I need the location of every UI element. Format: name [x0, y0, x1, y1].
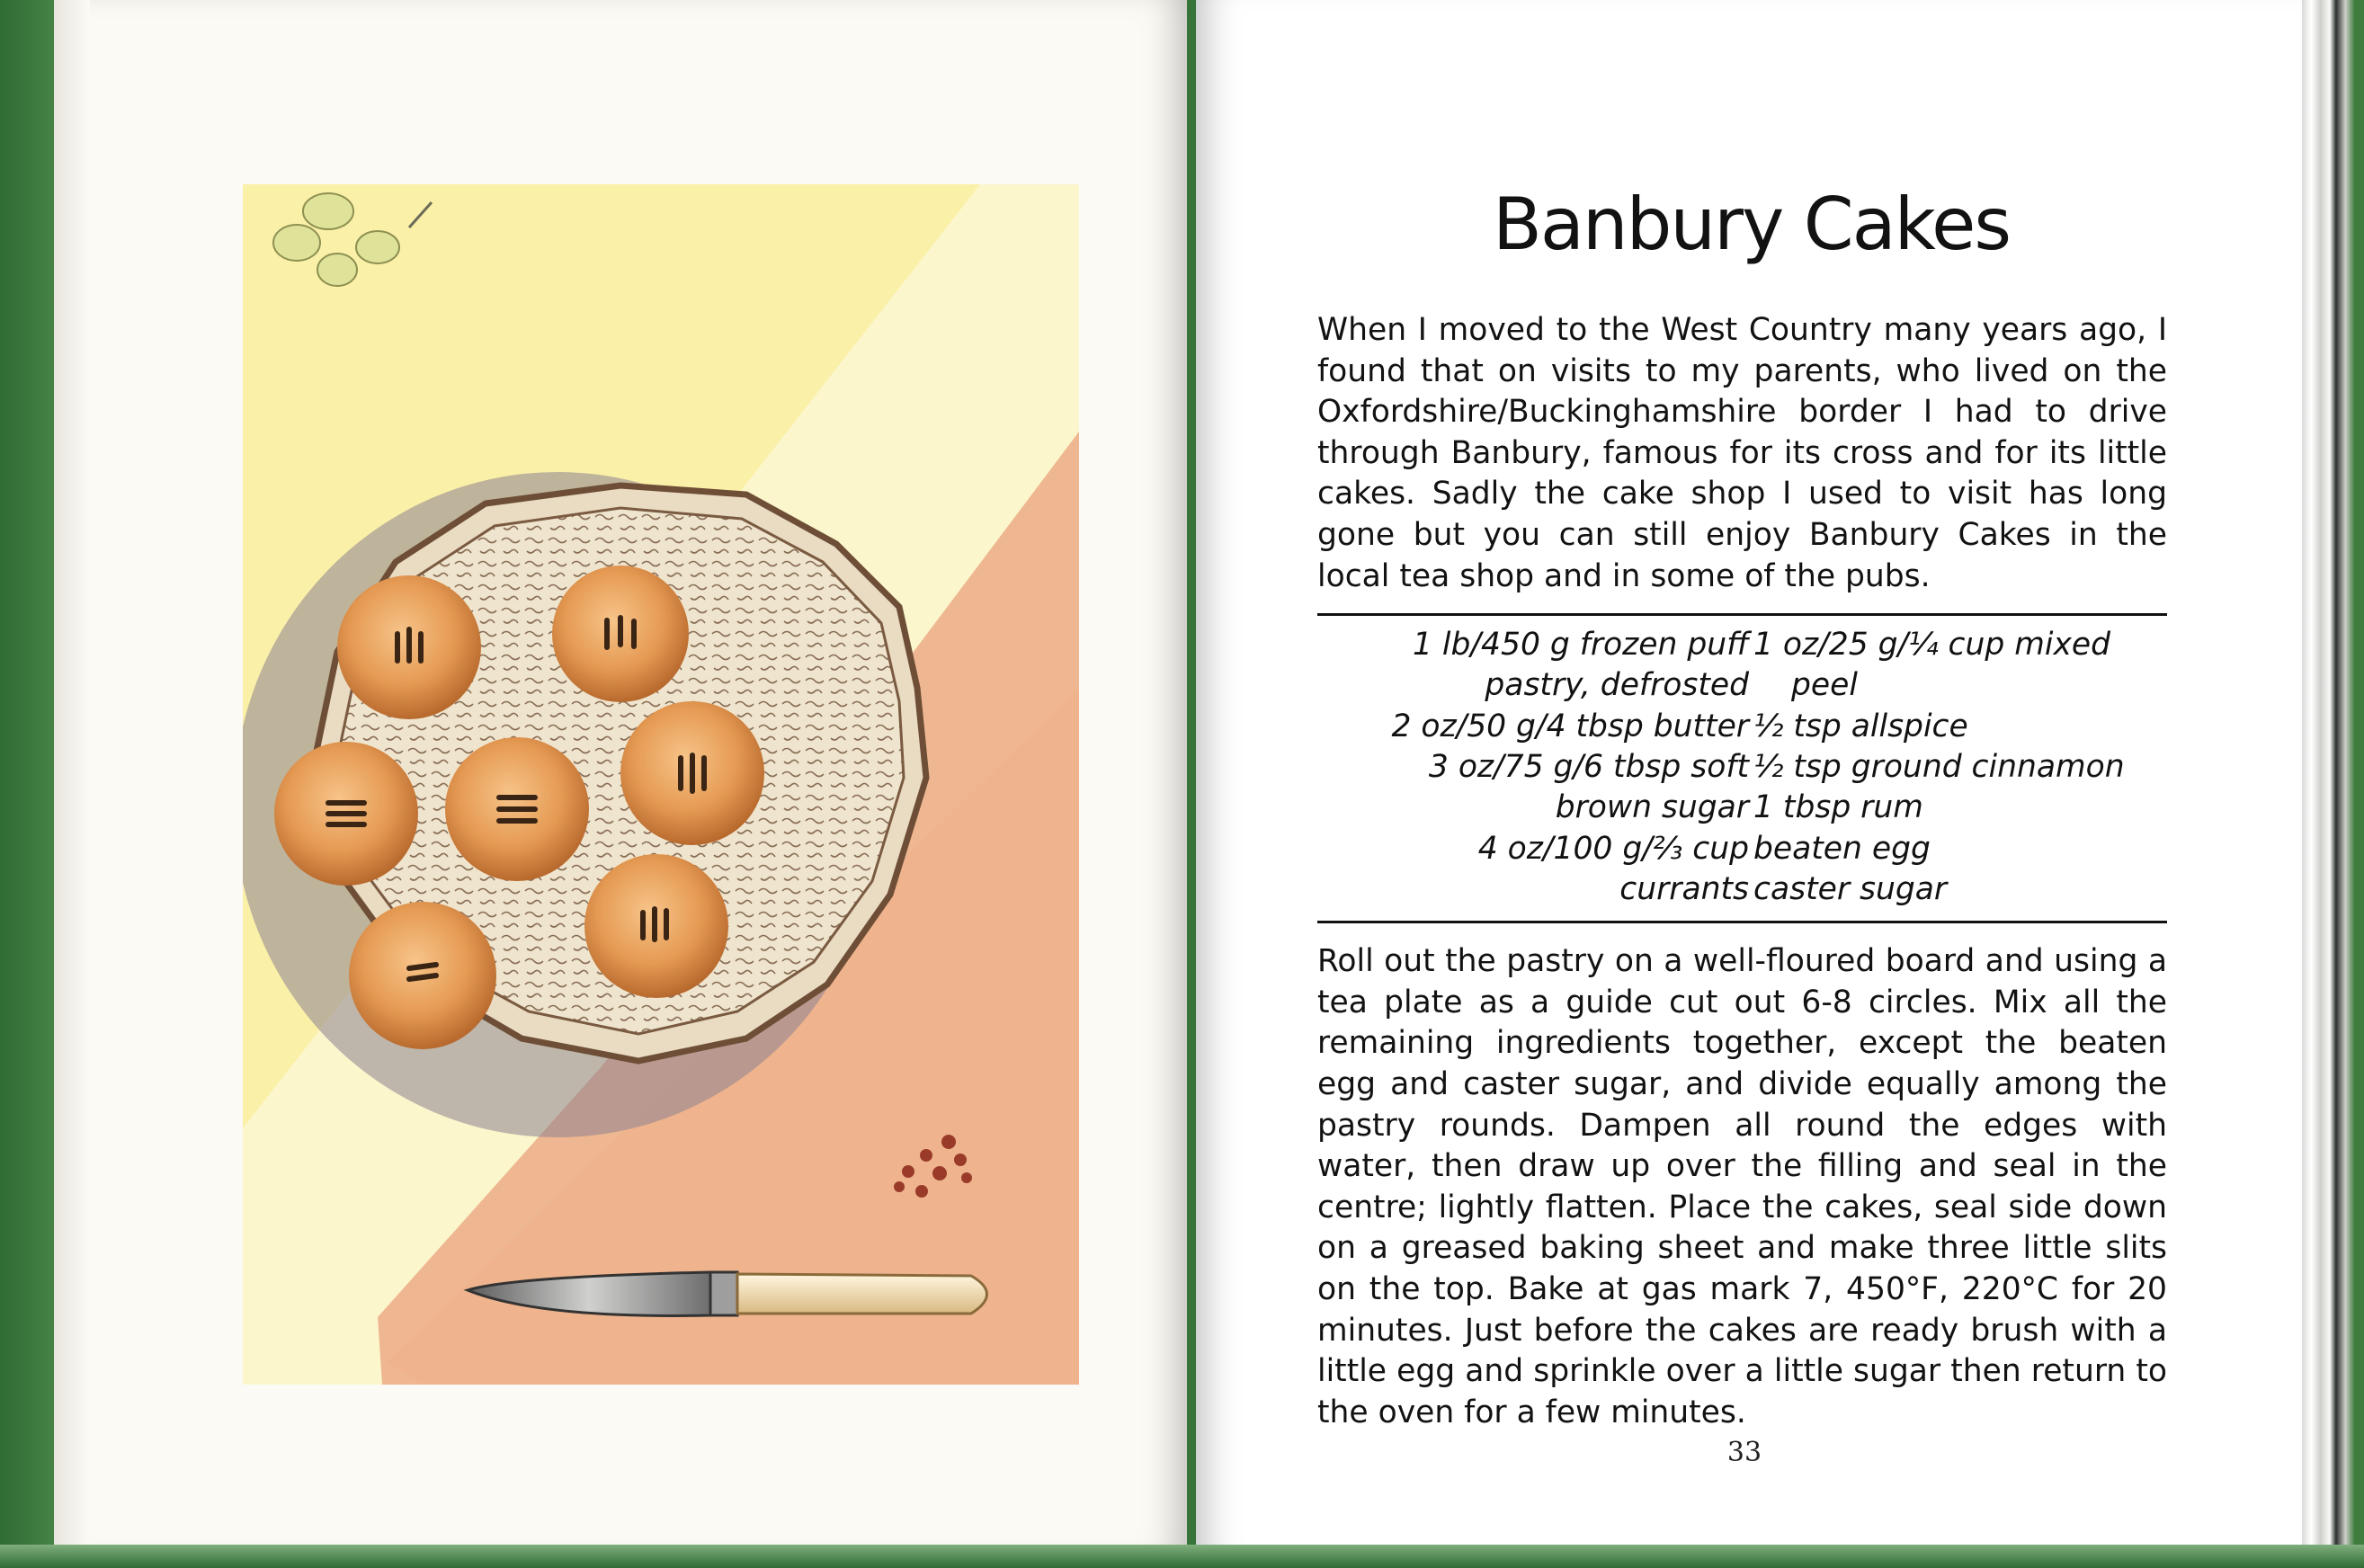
- recipe-illustration: [243, 184, 1079, 1385]
- ingredient-line: brown sugar: [1555, 789, 1749, 826]
- ingredient-line: 1 tbsp rum: [1753, 789, 1923, 826]
- recipe-title: Banbury Cakes: [1492, 183, 2010, 266]
- ingredient-line: ½ tsp allspice: [1753, 708, 1968, 744]
- ingredient-line: pastry, defrosted: [1485, 667, 1749, 704]
- ingredient-line: 1 lb/450 g frozen puff: [1413, 627, 1749, 664]
- divider: [1317, 921, 2167, 923]
- knife: [468, 1272, 987, 1315]
- ingredient-line: ½ tsp ground cinnamon: [1753, 749, 2125, 786]
- ingredient-line: 3 oz/75 g/6 tbsp soft: [1428, 749, 1749, 786]
- ingredient-line: beaten egg: [1753, 830, 1931, 867]
- ingredient-line: 2 oz/50 g/4 tbsp butter: [1391, 708, 1749, 744]
- divider: [1317, 613, 2167, 616]
- ingredient-line: currants: [1619, 870, 1749, 907]
- ingredient-line: 4 oz/100 g/⅔ cup: [1477, 830, 1749, 867]
- ingredient-line: peel: [1791, 667, 1858, 704]
- recipe-text: [1317, 175, 2167, 1433]
- page-number: 33: [1726, 1437, 1762, 1468]
- ingredients-right-column: [1753, 625, 2131, 910]
- recipe-intro: When I moved to the West Country many years ago, I found that on visits to my parents, who lived on the Oxfordshire/Buckinghamshire border I had to drive through Banbury, famous for its cross and for its little cakes. Sadly the cake shop I used to visit has long gone but you can still enjoy Banbury Cakes in the local tea shop and in some of the pubs.: [1317, 312, 2167, 594]
- book-cover-bottom: [0, 1545, 2364, 1568]
- ingredients-left-column: [1353, 625, 1749, 910]
- page-edges: [2302, 0, 2364, 1568]
- recipe-method: Roll out the pastry on a well-floured board and using a tea plate as a guide cut out 6-8 circles. Mix all the remaining ingredients together, except the beaten egg and caster sugar, and divide equally among the pastry rounds. Dampen all round the edges with water, then draw up over the filling and seal in the centre; lightly flatten. Place the cakes, seal side down on a greased baking sheet and make three little slits on the top. Bake at gas mark 7, 450°F, 220°C for 20 minutes. Just before the cakes are ready brush with a little egg and sprinkle over a little sugar then return to the oven for a few minutes.: [1317, 943, 2167, 1430]
- ingredient-line: caster sugar: [1753, 870, 1948, 907]
- ingredient-line: 1 oz/25 g/¼ cup mixed: [1753, 627, 2110, 664]
- ingredients-list: [1317, 625, 2167, 910]
